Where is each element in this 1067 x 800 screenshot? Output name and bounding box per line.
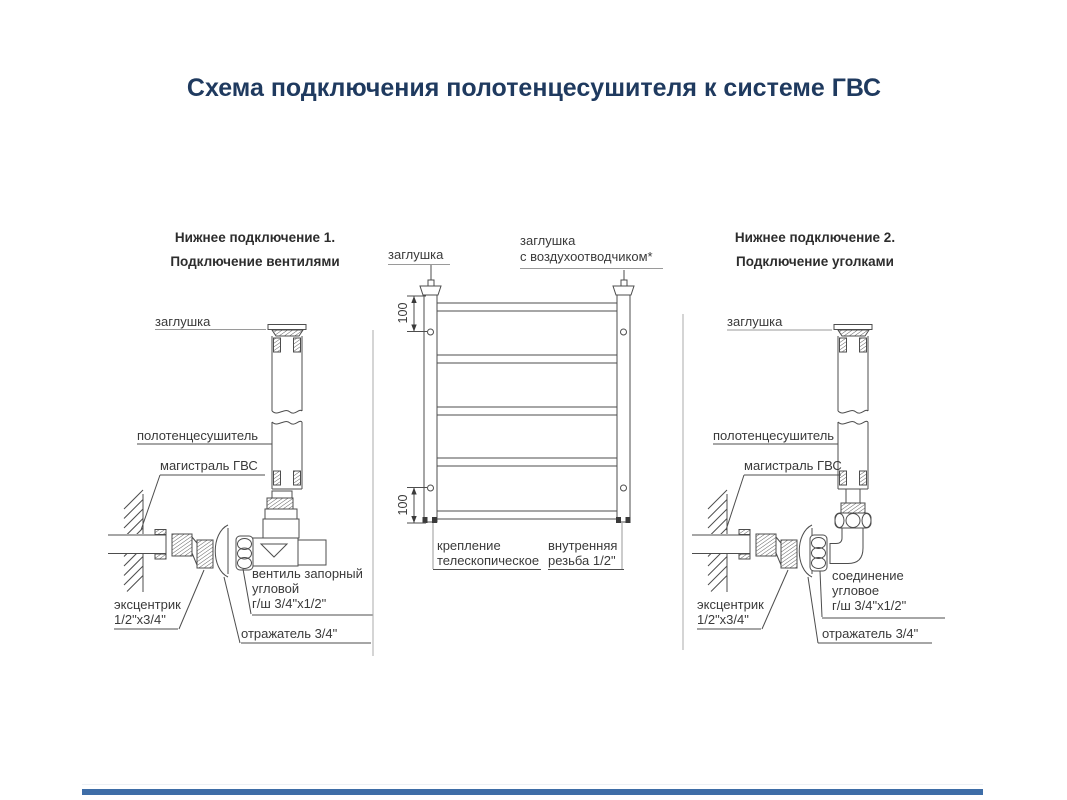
towel-rail-pipe-left	[268, 325, 306, 490]
center-mount-label-line1: крепление	[437, 538, 501, 553]
left-eccentric-label-line2: 1/2"x3/4"	[114, 612, 166, 627]
center-thread-label-line2: резьба 1/2"	[548, 553, 616, 568]
footer-hairline	[82, 784, 983, 785]
center-thread-label-line1: внутренняя	[548, 538, 618, 553]
left-eccentric-label-line1: эксцентрик	[114, 597, 181, 612]
plug-cap-right	[834, 325, 872, 330]
right-elbow-label-line1: соединение	[832, 568, 904, 583]
leader-lines-left	[114, 330, 373, 644]
eccentric-left	[172, 534, 213, 568]
dimension-100-top-text: 100	[396, 302, 410, 324]
elbow-fitting-right	[810, 489, 871, 571]
center-air-vent-plug-line1: заглушка	[520, 233, 576, 248]
page-title: Схема подключения полотенцесушителя к системе ГВС	[186, 74, 882, 102]
left-plug-label: заглушка	[155, 314, 211, 329]
left-valve-label-line3: г/ш 3/4"x1/2"	[252, 596, 327, 611]
center-air-vent-plug-line2: с воздухоотводчиком*	[520, 249, 653, 264]
center-diagram-drawing	[388, 265, 663, 570]
center-plug-label: заглушка	[388, 247, 444, 262]
right-reflector-label: отражатель 3/4"	[822, 626, 919, 641]
mount-points	[428, 329, 627, 491]
left-diagram-drawing	[108, 325, 373, 644]
reflector-left	[215, 525, 228, 577]
right-plug-label: заглушка	[727, 314, 783, 329]
rail-rungs	[437, 303, 617, 519]
rail-feet	[423, 517, 631, 523]
valve-left	[236, 491, 326, 570]
center-mount-label-line2: телескопическое	[437, 553, 540, 568]
plug-cap-left	[268, 325, 306, 330]
right-elbow-label-line3: г/ш 3/4"x1/2"	[832, 598, 907, 613]
right-diagram-drawing	[692, 325, 945, 644]
left-heading-line2: Подключение вентилями	[170, 254, 340, 269]
footer-accent-bar	[82, 789, 983, 795]
rail-posts	[424, 295, 630, 522]
plug-caps-center	[388, 265, 663, 296]
left-heading-line1: Нижнее подключение 1.	[174, 230, 336, 245]
dimension-100-bottom-text: 100	[396, 494, 410, 516]
left-valve-label-line1: вентиль запорный	[252, 566, 363, 581]
left-valve-label-line2: угловой	[252, 581, 300, 596]
right-eccentric-label-line1: эксцентрик	[697, 597, 764, 612]
left-reflector-label: отражатель 3/4"	[241, 626, 338, 641]
eccentric-right	[756, 534, 797, 568]
right-heading-line2: Подключение уголками	[736, 254, 894, 269]
left-hot-water-main-label: магистраль ГВС	[160, 458, 258, 473]
right-eccentric-label-line2: 1/2"x3/4"	[697, 612, 749, 627]
right-elbow-label-line2: угловое	[832, 583, 880, 598]
left-towel-rail-label: полотенцесушитель	[137, 428, 259, 443]
right-hot-water-main-label: магистраль ГВС	[744, 458, 842, 473]
right-heading-line1: Нижнее подключение 2.	[734, 230, 896, 245]
right-towel-rail-label: полотенцесушитель	[713, 428, 835, 443]
